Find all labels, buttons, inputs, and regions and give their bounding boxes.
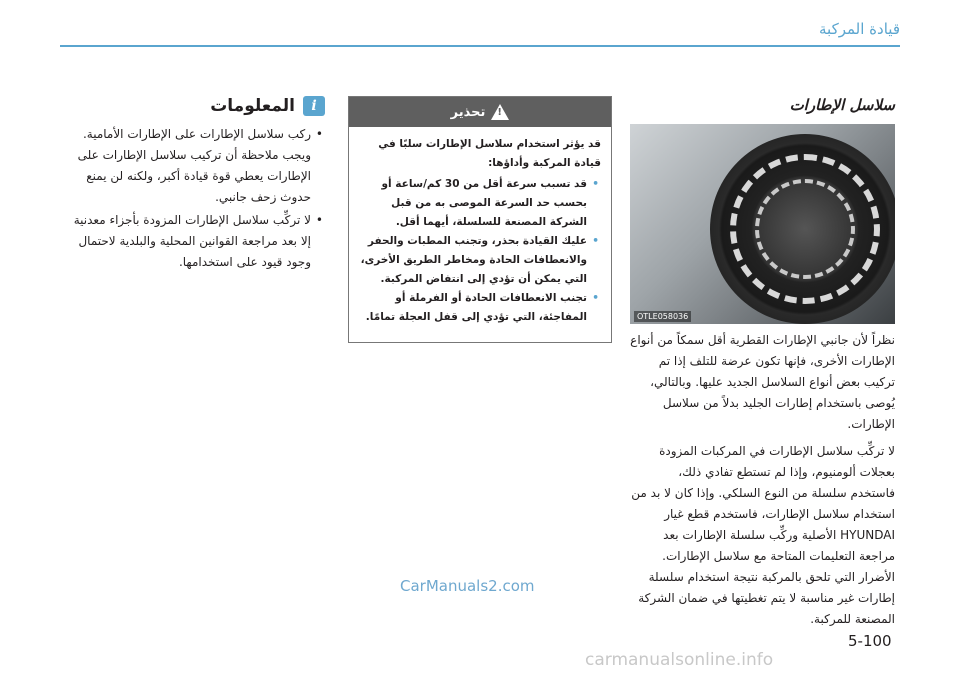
- header-rule: [60, 45, 900, 47]
- tire-chain-photo: [630, 124, 895, 324]
- chain-inner-image: [755, 179, 855, 279]
- info-title: المعلومات: [210, 96, 295, 116]
- warning-icon: !: [491, 104, 509, 120]
- info-list: [60, 124, 325, 273]
- image-code: OTLE058036: [634, 311, 691, 322]
- list-item: • عليك القيادة بحذر، وتجنب المطبات والحفر والانعطافات الحادة ومخاطر الطريق الأخرى، التي يمكن أن تؤدي إلى انتفاض المركبة.: [359, 232, 587, 289]
- warning-box: [348, 96, 612, 343]
- warning-label: تحذير: [450, 104, 486, 120]
- paragraph: نظراً لأن جانبي الإطارات القطرية أقل سمكاً من أنواع الإطارات الأخرى، فإنها تكون عرضة للتلف إذا تم تركيب بعض أنواع السلاسل الجديد عليها. وبالتالي، يُوصى باستخدام إطارات الجليد بدلاً من سلاسل الإطارات.: [630, 333, 895, 431]
- info-header: [60, 96, 325, 116]
- warning-header: [349, 97, 611, 127]
- section-title: سلاسل الإطارات: [789, 96, 895, 114]
- footer-site-link[interactable]: carmanualsonline.info: [585, 650, 774, 670]
- paragraph: لا تركِّب سلاسل الإطارات في المركبات المزودة بعجلات ألومنيوم، وإذا لم تستطع تفادي ذلك، فاستخدم سلسلة من النوع السلكي. وإذا كان لا بد من استخدام سلاسل الإطارات، فاستخدم قطع غيار HYUNDAI الأصلية وركِّب سلسلة الإطارات بعد مراجعة التعليمات المتاحة مع سلاسل الإطارات. الأضرار التي تلحق بالمركبة نتيجة استخدام سلسلة إطارات غير مناسبة لا يتم تغطيتها في ضمان الشركة المصنعة للمركبة.: [631, 444, 895, 626]
- warning-intro: قد يؤثر استخدام سلاسل الإطارات سلبًا في قيادة المركبة وأداؤها:: [378, 138, 601, 169]
- warning-body: [349, 127, 611, 327]
- list-item: • تجنب الانعطافات الحادة أو الفرملة أو المفاجئة، التي تؤدي إلى قفل العجلة تمامًا.: [359, 289, 587, 327]
- list-item: • ركب سلاسل الإطارات على الإطارات الأمامية. ويجب ملاحظة أن تركيب سلاسل الإطارات على الإطارات يعطي قوة قيادة أكبر، ولكنه لن يمنع حدوث زحف جانبي.: [60, 124, 311, 208]
- list-item: • قد تسبب سرعة أقل من 30 كم/ساعة أو بحسب حد السرعة الموصى به من قبل الشركة المصنعة للسلسلة، أيهما أقل.: [359, 175, 587, 232]
- watermark-link[interactable]: CarManuals2.com: [400, 577, 535, 595]
- warning-list: [359, 175, 601, 327]
- tire-chains-section: [630, 96, 895, 630]
- list-item: • لا تركِّب سلاسل الإطارات المزودة بأجزاء معدنية إلا بعد مراجعة القوانين المحلية والبلدية لاحتمال وجود قيود على استخدامها.: [60, 210, 311, 273]
- header-title: قيادة المركبة: [819, 20, 900, 38]
- info-icon: i: [303, 96, 325, 116]
- page-number: 5-100: [848, 632, 892, 650]
- info-section: [60, 96, 325, 275]
